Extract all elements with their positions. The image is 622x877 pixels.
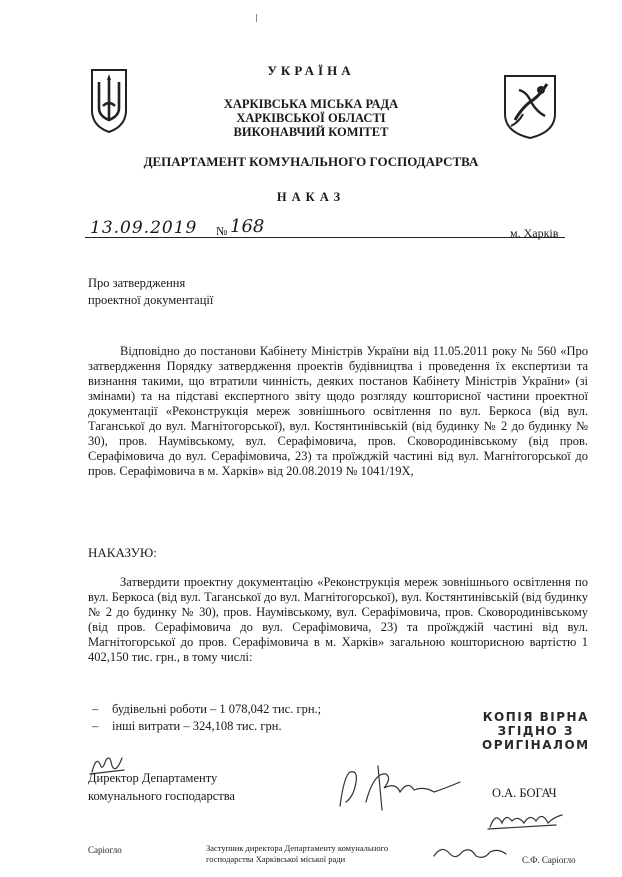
department-title: ДЕПАРТАМЕНТ КОМУНАЛЬНОГО ГОСПОДАРСТВА xyxy=(143,154,479,169)
preamble-paragraph: Відповідно до постанови Кабінету Міністрів України від 11.05.2011 року № 560 «Про затвердження Порядку затвердження проектів будівництва і проведення їх експертизи та визнання такими, що втратили чинність, деяких постанов Кабінету Міністрів України» (зі змінами) та на підставі експертного звіту щодо розгляду кошторисної частини проектної документації «Реконструкція мереж зовнішнього освітлення по вул. Беркоса (від вул. Таганської до вул. Магнітогорської), вул. Костянтинівській (від будинку № 2 до будинку № 30), пров. Наумівському, вул. Серафімовича, пров. Сковородинівському (від пров. Серафімовича до вул. Серафімовича, 23) та проїжджій частині від вул. Магнітогорської до пров. Серафімовича в м. Харків» від 20.08.2019 № 1041/19Х, xyxy=(88,344,588,478)
list-item-text: будівельні роботи – 1 078,042 тис. грн.; xyxy=(112,702,322,716)
order-keyword: НАКАЗУЮ: xyxy=(88,545,157,560)
order-number-handwritten: 168 xyxy=(230,216,265,237)
date-underline xyxy=(85,237,565,238)
stamp-line-2: ЗГІДНО З xyxy=(497,724,574,738)
council-line-3: ВИКОНАВЧИЙ КОМІТЕТ xyxy=(233,125,389,139)
order-date-handwritten: 13.09.2019 xyxy=(90,218,198,238)
director-title xyxy=(88,769,235,805)
list-item-text: інші витрати – 324,108 тис. грн. xyxy=(112,719,282,733)
council-block xyxy=(0,97,622,139)
deputy-signature-icon xyxy=(430,842,510,864)
issue-city: м. Харків xyxy=(510,226,559,240)
council-line-1: ХАРКІВСЬКА МІСЬКА РАДА xyxy=(223,97,399,111)
certified-copy-stamp xyxy=(482,710,590,752)
document-type: НАКАЗ xyxy=(276,190,346,204)
author-name: Саріогло xyxy=(88,845,122,855)
subject-line-2: проектної документації xyxy=(88,293,214,307)
deputy-title xyxy=(206,843,388,865)
subject-line-1: Про затвердження xyxy=(88,276,186,290)
scan-mark xyxy=(256,14,257,22)
director-signature-icon xyxy=(330,762,470,814)
order-paragraph: Затвердити проектну документацію «Реконструкція мереж зовнішнього освітлення по вул. Беркоса (від вул. Таганської до вул. Магнітогорської), вул. Костянтинівській (від будинку № 2 до будинку № 30), пров. Наумівському, вул. Серафімовича, пров. Сковородинівському (від пров. Серафімовича до вул. Серафімовича, 23) та проїжджій частині від вул. Магнітогорської до пров. Серафімовича в м. Харків» загальною кошторисною вартістю 1 402,150 тис. грн., в тому числі: xyxy=(88,575,588,664)
council-line-2: ХАРКІВСЬКОЇ ОБЛАСТІ xyxy=(236,111,386,125)
stamp-line-1: КОПІЯ ВІРНА xyxy=(482,710,589,724)
list-dash: – xyxy=(92,702,99,716)
deputy-title-line-1: Заступник директора Департаменту комунального xyxy=(206,843,389,853)
director-title-line-2: комунального господарства xyxy=(88,789,235,803)
country-title: УКРАЇНА xyxy=(267,63,355,78)
director-title-line-1: Директор Департаменту xyxy=(88,771,218,785)
deputy-name: С.Ф. Саріогло xyxy=(522,855,576,865)
order-number-label: № xyxy=(216,224,228,238)
list-dash: – xyxy=(92,719,99,733)
cost-breakdown-list xyxy=(92,701,321,735)
stamp-line-3: ОРИГІНАЛОМ xyxy=(482,738,590,752)
director-name: О.А. БОГАЧ xyxy=(492,786,557,800)
certifier-signature-icon xyxy=(486,805,566,833)
list-item xyxy=(92,718,321,735)
order-subject xyxy=(88,275,213,309)
deputy-title-line-2: господарства Харківської міської ради xyxy=(206,854,346,864)
list-item xyxy=(92,701,321,718)
